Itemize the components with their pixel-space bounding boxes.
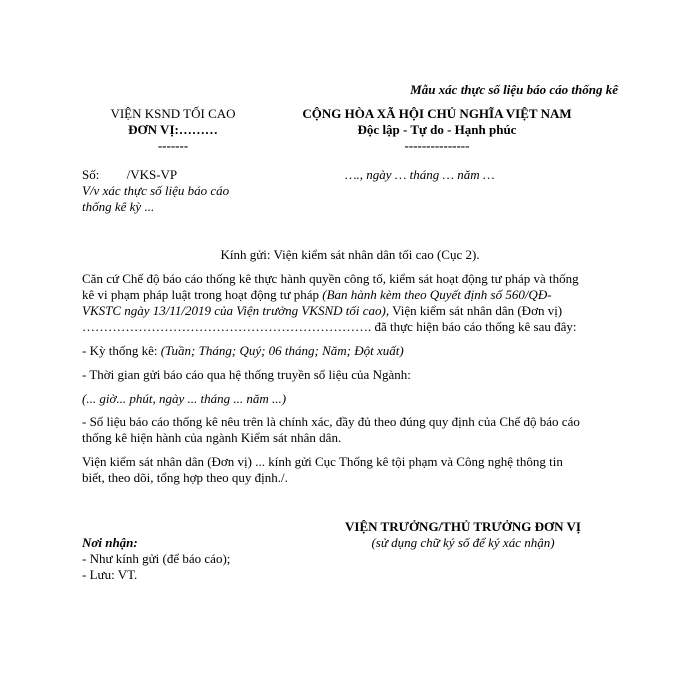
agency-divider: ------- [157, 138, 189, 153]
form-note: Mẫu xác thực số liệu báo cáo thống kê [410, 82, 618, 97]
subject-block [82, 183, 229, 215]
paragraph-line: biết, theo dõi, tổng hợp theo quy định./. [82, 470, 288, 485]
unit-name: ĐƠN VỊ:……… [128, 122, 218, 137]
text-run: (Ban hành kèm theo Quyết định số 560/QĐ- [322, 287, 552, 302]
agency-block [88, 106, 258, 154]
number-value: /VKS-VP [126, 167, 178, 182]
nation-block [262, 106, 612, 154]
date-line: …., ngày … tháng … năm … [345, 167, 495, 182]
motto: Độc lập - Tự do - Hạnh phúc [357, 122, 517, 137]
paragraph-line: Viện kiểm sát nhân dân (Đơn vị) ... kính gửi Cục Thống kê tội phạm và Công nghệ thông tin [82, 454, 563, 469]
paragraph-line [82, 287, 618, 303]
agency-name: VIỆN KSND TỐI CAO [110, 106, 236, 121]
signature-block [318, 519, 608, 551]
subject-line: thống kê kỳ ... [82, 199, 155, 214]
document-number [82, 167, 177, 183]
paragraph-line [82, 303, 618, 319]
paragraph-line: Căn cứ Chế độ báo cáo thống kê thực hành quyền công tố, kiểm sát hoạt động tư pháp và thống [82, 271, 579, 286]
period-value: (Tuần; Tháng; Quý; 06 tháng; Năm; Đột xuất) [160, 343, 404, 358]
motto-divider: --------------- [404, 138, 470, 153]
nation-title: CỘNG HÒA XÃ HỘI CHỦ NGHĨA VIỆT NAM [302, 106, 572, 121]
time-format-line: (... giờ... phút, ngày ... tháng ... năm ...) [82, 391, 287, 406]
recipients-block [82, 535, 230, 583]
recipient-item: - Lưu: VT. [82, 567, 138, 582]
period-line [82, 343, 618, 359]
period-label: - Kỳ thống kê: [82, 343, 161, 358]
text-run: kê vi phạm pháp luật trong hoạt động tư pháp [82, 287, 323, 302]
recipients-label: Nơi nhận: [82, 535, 138, 550]
send-time-line: - Thời gian gửi báo cáo qua hệ thống truyền số liệu của Ngành: [82, 367, 411, 382]
text-run: , Viện kiểm sát nhân dân (Đơn vị) [385, 303, 563, 318]
signer-note: (sử dụng chữ ký số để ký xác nhận) [371, 535, 555, 550]
text-run: VKSTC ngày 13/11/2019 của Viện trưởng VKSND tối cao) [82, 303, 386, 318]
recipient-item: - Như kính gửi (để báo cáo); [82, 551, 231, 566]
paragraph-line: thống kê hiện hành của ngành Kiểm sát nhân dân. [82, 430, 342, 445]
subject-line: V/v xác thực số liệu báo cáo [82, 183, 230, 198]
paragraph-line: - Số liệu báo cáo thống kê nêu trên là chính xác, đầy đủ theo đúng quy định của Chế độ báo cáo [82, 414, 580, 429]
signer-title: VIỆN TRƯỞNG/THỦ TRƯỞNG ĐƠN VỊ [345, 519, 581, 534]
paragraph-line: …………………………………………………………. đã thực hiện báo cáo thống kê sau đây: [82, 319, 577, 334]
number-label: Số: [82, 167, 100, 182]
recipient-line: Kính gửi: Viện kiểm sát nhân dân tối cao (Cục 2). [220, 247, 480, 262]
